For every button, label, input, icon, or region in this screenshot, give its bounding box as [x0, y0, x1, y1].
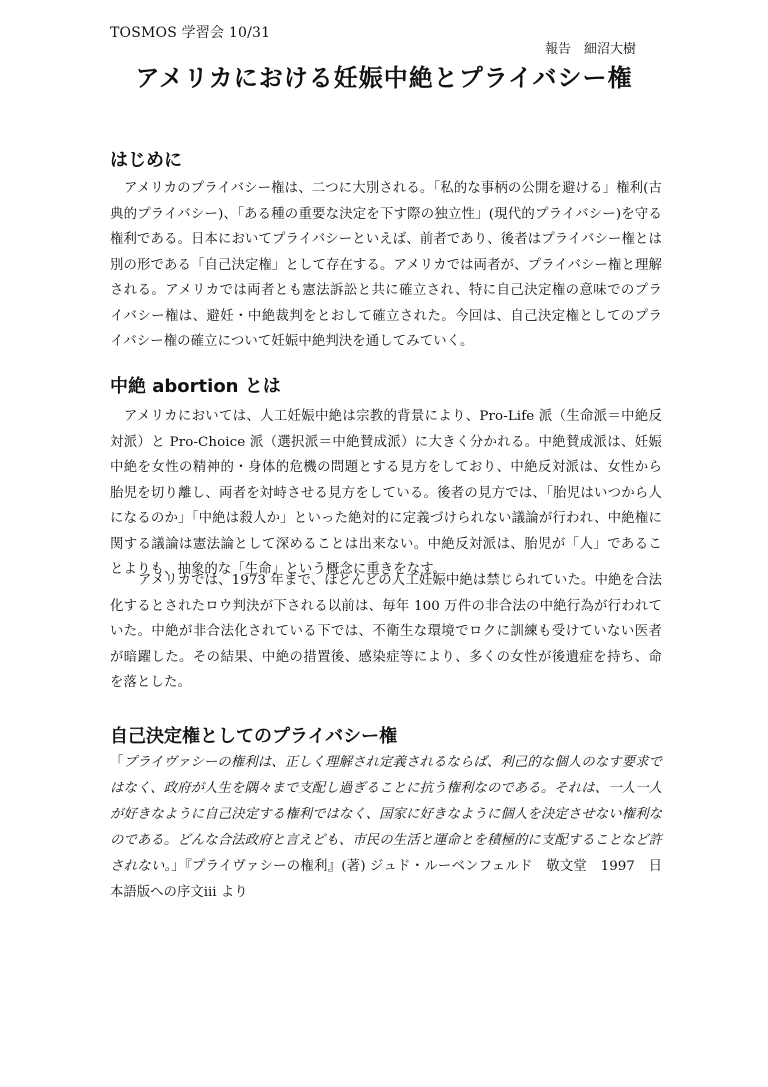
quotation-block [110, 750, 662, 906]
paragraph-abortion-history: アメリカでは、1973 年まで、ほとんどの人工妊娠中絶は禁じられていた。中絶を合法化するとされたロウ判決が下される以前は、毎年 100 万件の非合法の中絶行為が行われていた。中絶が非合法化されている下では、不衛生な環境でロクに訓練も受けていない医者が暗躍した。その結果、中絶の措置後、感染症等により、多くの女性が後遺症を持ち、命を落とした。 [110, 573, 662, 690]
quote-open-mark: 「 [110, 755, 124, 770]
document-title: アメリカにおける妊娠中絶とプライバシー権 [135, 64, 633, 92]
course-header: TOSMOS 学習会 10/31 [110, 25, 271, 41]
quote-body: プライヴァシーの権利は、正しく理解され定義されるならば、利己的な個人のなす要求ではなく、政府が人生を隅々まで支配し過ぎることに抗う権利なのである。それは、一人一人が好きなように自己決定する権利ではなく、国家に好きなように個人を決定させない権利なのである。どんな合法政府と言えども、市民の生活と運命とを積極的に支配することなど許されない。 [110, 755, 662, 874]
paragraph-introduction: アメリカのプライバシー権は、二つに大別される。「私的な事柄の公開を避ける」権利(古典的プライバシー)、「ある種の重要な決定を下す際の独立性」(現代的プライバシー)を守る権利である。日本においてプライバシーといえば、前者であり、後者はプライバシー権とは別の形である「自己決定権」として存在する。アメリカでは両者が、プライバシー権と理解される。アメリカでは両者とも憲法訴訟と共に確立され、特に自己決定権の意味でのプライバシー権は、避妊・中絶裁判をとおして確立された。今回は、自己決定権としてのプライバシー権の確立について妊娠中絶判決を通してみていく。 [110, 181, 662, 349]
section-heading-introduction: はじめに [110, 150, 182, 171]
section-heading-abortion: 中絶 abortion とは [110, 376, 281, 397]
section-heading-self-determination: 自己決定権としてのプライバシー権 [110, 726, 398, 747]
report-author: 報告 細沼大樹 [545, 42, 637, 57]
quote-source: 」『プライヴァシーの権利』(著) ジュド・ルーベンフェルド 敬文堂 1997 日本語版への序文iii より [110, 859, 662, 900]
paragraph-abortion-factions: アメリカにおいては、人工妊娠中絶は宗教的背景により、Pro-Life 派（生命派＝中絶反対派）と Pro-Choice 派（選択派＝中絶賛成派）に大きく分かれる。中絶賛成派は、妊娠中絶を女性の精神的・身体的危機の問題とする見方をしており、中絶反対派は、女性から胎児を切り離し、両者を対峙させる見方をしている。後者の見方では、「胎児はいつから人になるのか」「中絶は殺人か」といった絶対的に定義づけられない議論が行われ、中絶権に関する議論は憲法論として深めることは出来ない。中絶反対派は、胎児が「人」であることよりも、抽象的な「生命」という概念に重きをなす。 [110, 409, 662, 577]
